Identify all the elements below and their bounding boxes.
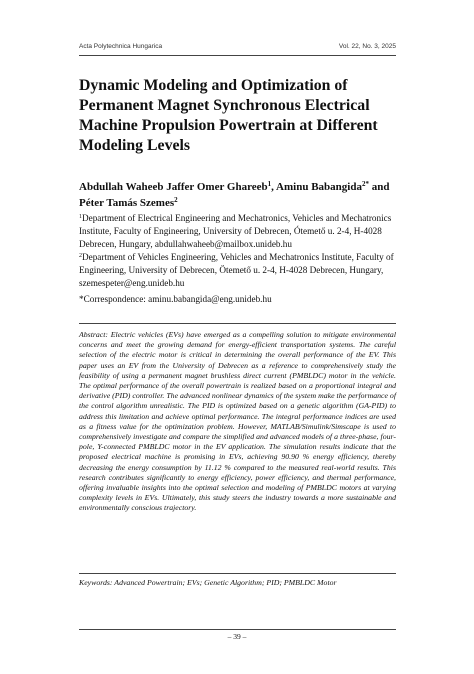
- author-name: Aminu Babangida: [276, 181, 362, 193]
- abstract: Abstract: Electric vehicles (EVs) have emerged as a compelling solution to mitigate environmental concerns and meet the growing demand for energy-efficient transportation systems. The careful selection of the electric motor is critical in determining the overall performance of the EV. This paper uses an EV from the University of Debrecen as a reference to comprehensively study the feasibility of using a permanent magnet brushless direct current (PMBLDC) motor in the vehicle. The optimal performance of the overall powertrain is realized based on a proportional integral and derivative (PID) controller. The advanced nonlinear dynamics of the system make the performance of the control algorithm unrealistic. The PID is optimized based on a genetic algorithm (GA-PID) to address this limitation and achieve optimal performance. The integral performance indices are used as a fitness value for the optimization problem. However, MATLAB/Simulink/Simscape is used to comprehensively investigate and compare the simplified and advanced models of a three-phase, four-pole, Y-connected PMBLDC motor in the EV application. The simulation results indicate that the proposed electrical machine is promising in EVs, achieving 90.90 % energy efficiency, thereby decreasing the energy consumption by 11.12 % compared to the measured real-world results. This research contributes significantly to energy efficiency, power efficiency, and thermal performance, offering invaluable insights into the optimal selection and modeling of PMBLDC motors at varying complexity levels in EVs. Ultimately, this study steers the industry towards a more sustainable and environmentally conscious trajectory.: [79, 330, 396, 513]
- affiliation: [79, 251, 395, 290]
- page-number: – 39 –: [227, 632, 247, 641]
- affiliation-text: Department of Vehicles Engineering, Vehicles and Mechatronics Institute, Faculty of Engineering, University of Debrecen, Ötemető u. 2-4, H-4028 Debrecen, Hungary, szemespeter@eng.unideb.hu: [79, 252, 394, 288]
- author-affiliation-mark: 1: [267, 180, 272, 188]
- author-affiliation-mark: 2: [174, 196, 178, 204]
- abstract-top-rule: [79, 323, 396, 324]
- author-separator: ,: [271, 181, 277, 193]
- footer-divider: [79, 629, 396, 630]
- author-list: [79, 179, 399, 211]
- journal-name: Acta Polytechnica Hungarica: [79, 43, 163, 50]
- affiliation-text: Department of Electrical Engineering and Mechatronics, Vehicles and Mechatronics Institute, Faculty of Engineering, University of Debrecen, Ótemető u. 2-4, H-4028 Debrecen, Hungary, abdullahwaheeb@mailbox.unideb.hu: [79, 213, 392, 249]
- affiliation-mark: 2: [79, 253, 82, 259]
- abstract-bottom-rule: [79, 573, 396, 574]
- author-separator: and: [368, 181, 390, 193]
- header-divider: [79, 55, 396, 56]
- author-name: Péter Tamás Szemes: [79, 197, 175, 209]
- keywords: Keywords: Advanced Powertrain; EVs; Genetic Algorithm; PID; PMBLDC Motor: [79, 578, 337, 587]
- volume-issue: Vol. 22, No. 3, 2025: [338, 43, 396, 50]
- affiliation-mark: 1: [79, 214, 82, 220]
- author-name: Abdullah Waheeb Jaffer Omer Ghareeb: [79, 181, 268, 193]
- affiliation: [79, 212, 395, 251]
- paper-title: Dynamic Modeling and Optimization of Permanent Magnet Synchronous Electrical Machine Propulsion Powertrain at Different Modeling Levels: [79, 77, 378, 154]
- correspondence: *Correspondence: aminu.babangida@eng.unideb.hu: [79, 294, 272, 304]
- author-affiliation-mark: 2*: [361, 180, 369, 188]
